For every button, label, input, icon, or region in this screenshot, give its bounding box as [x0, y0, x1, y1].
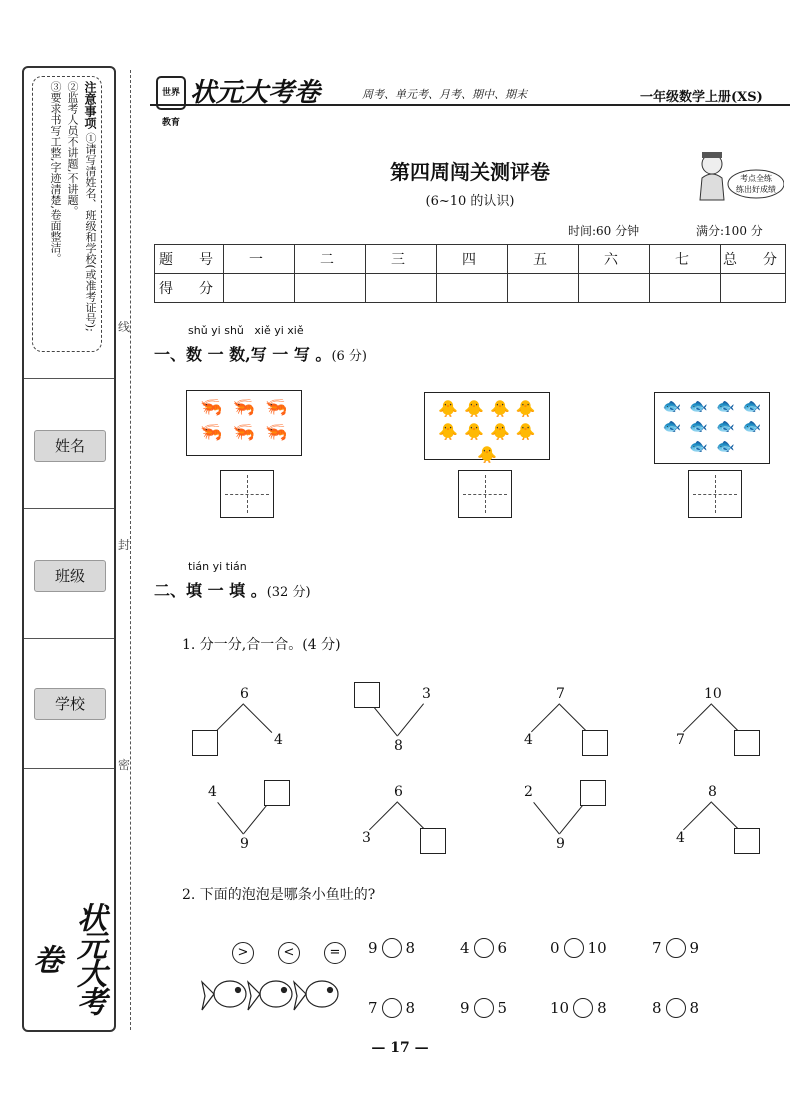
strip-divider [24, 638, 114, 639]
bubble-greater: > [232, 942, 254, 964]
comparison-item [460, 998, 507, 1018]
section2-title [154, 578, 311, 601]
score-cell[interactable] [508, 274, 579, 303]
fish-icon: 🐟 [716, 417, 735, 435]
answer-grid-chick[interactable] [458, 470, 512, 518]
shrimp-icon: 🦐 [200, 397, 223, 418]
goldfish-icon [248, 981, 292, 1010]
strip-brand-logo: 状元大考卷 [27, 902, 106, 1014]
fish-icon: 🐟 [689, 397, 708, 415]
page-number: — 17 — [371, 1040, 429, 1056]
header-rule [150, 104, 790, 106]
chick-icon: 🐥 [490, 422, 510, 441]
compare-right: 9 [689, 939, 700, 957]
compare-answer-circle[interactable] [666, 938, 686, 958]
binding-strip [22, 66, 116, 1032]
chick-icon: 🐥 [490, 399, 510, 418]
publisher-logo: 世界教育 [156, 76, 186, 110]
bond-line [711, 802, 740, 831]
exam-notes [32, 76, 102, 352]
fish-icon: 🐟 [742, 397, 762, 415]
fish-icon: 🐟 [716, 397, 735, 415]
compare-left: 7 [368, 999, 378, 1017]
bond-line [243, 801, 270, 834]
note-2: ②监考人员不讲题,不讲题。 [66, 81, 79, 217]
bond-line [397, 703, 424, 736]
bond-line [397, 802, 426, 831]
notes-title: 注意事项 [83, 81, 97, 129]
mascot-text-1: 考点全练 [740, 174, 772, 183]
compare-right: 8 [405, 999, 416, 1017]
bubble-less: < [278, 942, 300, 964]
compare-right: 6 [497, 939, 508, 957]
bond-line [559, 704, 588, 733]
bond-total: 6 [240, 686, 249, 702]
shrimp-icon: 🦐 [265, 422, 288, 443]
bond-part: 3 [362, 830, 371, 846]
table-header-cell: 三 [366, 245, 437, 274]
compare-right: 8 [689, 999, 700, 1017]
chick-icon: 🐥 [477, 445, 497, 464]
strip-divider [24, 768, 114, 769]
bond-part: 4 [676, 830, 685, 846]
bond-part: 7 [676, 732, 685, 748]
compare-right: 5 [497, 999, 508, 1017]
answer-box[interactable] [192, 730, 218, 756]
mascot-text-2: 练出好成绩 [736, 185, 776, 194]
section1-title [154, 342, 367, 365]
cut-mark: 线 [118, 320, 131, 334]
section1-title-text: 一、数 一 数,写 一 写 。 [154, 345, 332, 364]
table-header-cell: 四 [437, 245, 508, 274]
strip-divider [24, 508, 114, 509]
bond-total: 8 [394, 738, 403, 754]
bond-part: 3 [422, 686, 431, 702]
chick-icon-group [425, 393, 549, 470]
chick-icon: 🐥 [515, 399, 536, 418]
header-brand: 状元大考卷 [190, 78, 321, 108]
score-cell[interactable] [437, 274, 508, 303]
section2-pinyin: tián yi tián [188, 560, 247, 573]
answer-box[interactable] [264, 780, 290, 806]
compare-left: 0 [550, 939, 560, 957]
compare-answer-circle[interactable] [474, 938, 494, 958]
answer-box[interactable] [354, 682, 380, 708]
cut-mark: 密 [118, 758, 131, 772]
section2-title-text: 二、填 一 填 。 [154, 581, 267, 600]
compare-right: 8 [405, 939, 416, 957]
full-score: 满分:100 分 [696, 224, 763, 238]
chick-picture [424, 392, 550, 464]
bond-total: 9 [240, 836, 249, 852]
compare-right: 10 [587, 939, 607, 957]
bond-line [369, 801, 398, 830]
table-header-cell: 总 分 [721, 245, 786, 274]
table-header-cell: 一 [224, 245, 295, 274]
goldfish-icon [294, 981, 338, 1010]
score-cell[interactable] [295, 274, 366, 303]
shrimp-icon: 🦐 [265, 397, 288, 418]
bond-total: 7 [556, 686, 565, 702]
comparison-item [652, 938, 699, 958]
score-cell[interactable] [224, 274, 295, 303]
compare-answer-circle[interactable] [573, 998, 593, 1018]
bond-total: 6 [394, 784, 403, 800]
score-cell[interactable] [579, 274, 650, 303]
fish-picture [654, 392, 770, 464]
table-row [155, 274, 786, 303]
question-1: 1. 分一分,合一合。(4 分) [182, 637, 341, 653]
comparison-item [550, 998, 607, 1018]
answer-grid-fish[interactable] [688, 470, 742, 518]
comparison-item [652, 998, 699, 1018]
cut-line [130, 70, 131, 1030]
compare-left: 9 [460, 999, 470, 1017]
section1-pinyin: shǔ yi shǔ xiě yi xiě [188, 324, 304, 337]
shrimp-icon-group [187, 391, 301, 449]
comparison-item [550, 938, 607, 958]
bond-line [215, 703, 244, 732]
bond-line [683, 703, 712, 732]
fish-icon: 🐟 [662, 417, 682, 435]
fish-icon: 🐟 [742, 417, 762, 435]
name-field[interactable]: 姓名 [34, 430, 106, 462]
bubble-equal: = [324, 942, 346, 964]
cut-mark: 封 [118, 538, 131, 552]
compare-left: 8 [652, 999, 662, 1017]
compare-left: 10 [550, 999, 570, 1017]
fish-icon: 🐟 [716, 437, 735, 455]
bond-line [371, 704, 398, 737]
bond-line [217, 802, 244, 835]
comparison-item [368, 998, 415, 1018]
bond-line [533, 802, 560, 835]
chick-icon: 🐥 [438, 399, 459, 418]
score-cell[interactable] [650, 274, 721, 303]
chick-icon: 🐥 [515, 422, 536, 441]
bond-total: 10 [704, 686, 722, 702]
compare-right: 8 [597, 999, 607, 1017]
chick-icon: 🐥 [464, 399, 484, 418]
bond-line [559, 801, 586, 834]
table-row [155, 245, 786, 274]
comparison-item [460, 938, 507, 958]
fish-icon: 🐟 [662, 397, 682, 415]
answer-box[interactable] [582, 730, 608, 756]
bond-line [243, 704, 272, 733]
fish-icon: 🐟 [689, 417, 708, 435]
header-tags: 周考、单元考、月考、期中、期末 [362, 88, 527, 101]
bond-total: 9 [556, 836, 565, 852]
compare-left: 7 [652, 939, 662, 957]
score-cell[interactable] [721, 274, 786, 303]
compare-answer-circle[interactable] [382, 938, 402, 958]
bond-part: 4 [274, 732, 283, 748]
section2-score: (32 分) [266, 585, 311, 600]
answer-box[interactable] [734, 828, 760, 854]
note-1: ①请写清姓名、班级和学校(或准考证号); [84, 132, 97, 332]
chick-icon: 🐥 [464, 422, 484, 441]
page-subtitle: (6~10 的认识) [425, 194, 515, 209]
exam-time: 时间:60 分钟 [568, 224, 640, 238]
answer-box[interactable] [734, 730, 760, 756]
goldfish-icon-group [200, 968, 350, 1024]
answer-box[interactable] [420, 828, 446, 854]
goldfish-icon [202, 981, 246, 1010]
bond-line [683, 801, 712, 830]
compare-left: 9 [368, 939, 378, 957]
bond-total: 8 [708, 784, 717, 800]
answer-grid-shrimp[interactable] [220, 470, 274, 518]
compare-answer-circle[interactable] [564, 938, 584, 958]
shrimp-icon: 🦐 [232, 397, 256, 418]
bond-line [711, 704, 740, 733]
compare-answer-circle[interactable] [382, 998, 402, 1018]
strip-divider [24, 378, 114, 379]
mascot-icon [688, 148, 784, 208]
section1-score: (6 分) [331, 349, 367, 364]
score-cell[interactable] [366, 274, 437, 303]
compare-answer-circle[interactable] [666, 998, 686, 1018]
bond-part: 2 [524, 784, 533, 800]
table-header-cell: 题 号 [155, 245, 224, 274]
shrimp-icon: 🦐 [200, 422, 223, 443]
bond-part: 4 [524, 732, 533, 748]
shrimp-picture [186, 390, 302, 456]
fish-icon-group [655, 393, 769, 459]
score-table [154, 244, 786, 303]
note-3: ③要求书写工整,字迹清楚,卷面整洁。 [49, 81, 62, 264]
chick-icon: 🐥 [438, 422, 459, 441]
table-header-cell: 七 [650, 245, 721, 274]
compare-left: 4 [460, 939, 470, 957]
question-2: 2. 下面的泡泡是哪条小鱼吐的? [182, 887, 376, 903]
class-field[interactable]: 班级 [34, 560, 106, 592]
table-row-label: 得 分 [155, 274, 224, 303]
shrimp-icon: 🦐 [232, 422, 256, 443]
header-subject: 一年级数学上册(XS) [640, 90, 763, 105]
table-header-cell: 五 [508, 245, 579, 274]
compare-answer-circle[interactable] [474, 998, 494, 1018]
table-header-cell: 六 [579, 245, 650, 274]
answer-box[interactable] [580, 780, 606, 806]
page-title: 第四周闯关测评卷 [390, 160, 550, 184]
table-header-cell: 二 [295, 245, 366, 274]
comparison-item [368, 938, 415, 958]
fish-icon: 🐟 [689, 437, 708, 455]
bond-line [531, 703, 560, 732]
school-field[interactable]: 学校 [34, 688, 106, 720]
bond-part: 4 [208, 784, 217, 800]
